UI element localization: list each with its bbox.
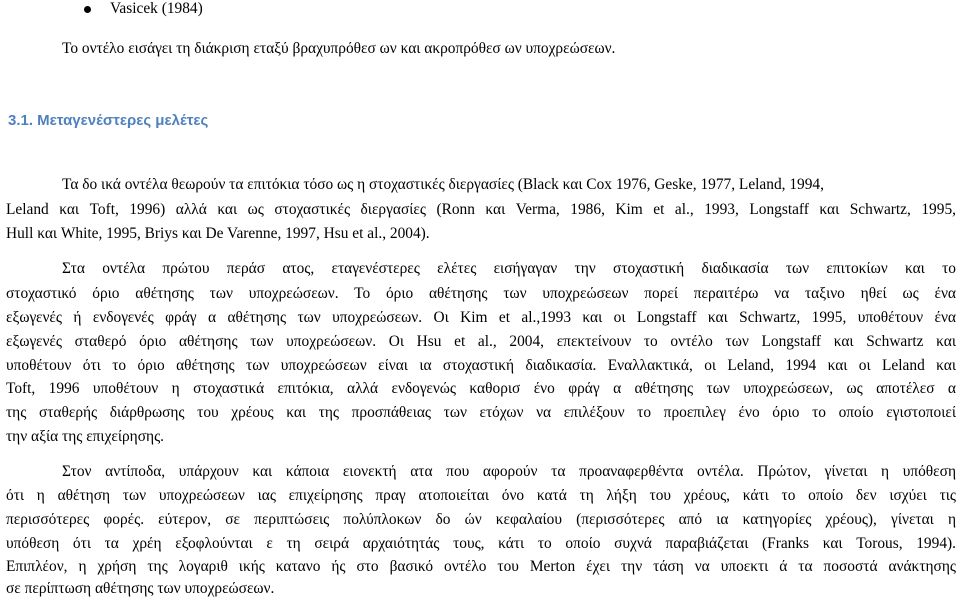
paragraph-line: σε περίπτωση αθέτησης των υποχρεώσεων. <box>6 580 275 597</box>
paragraph-line: Τα δο ικά οντέλα θεωρούν τα επιτόκια τόσο ως η στοχαστικές διεργασίες (Black και Cox 1976, Geske, 1977, Leland, 1994, <box>62 176 824 193</box>
paragraph-line: την αξία της επιχείρησης. <box>6 428 165 445</box>
bullet-text: Vasicek (1984) <box>110 0 203 17</box>
paragraph-line: της σταθερής διάρθρωσης του χρέους και της προσπάθειας των ετόχων να επιλέξουν το προεπιλεγ ένο όριο το οποίο εγιστοποιεί <box>6 404 956 421</box>
paragraph-line: περισσότερες φορές. εύτερον, σε περιπτώσεις πολύπλοκων δο ών κεφαλαίου (περισσότερες από ια κατηγορίες χρέους), γίνεται η <box>6 511 956 528</box>
paragraph-line: εξωγενές ή ενδογενές φράγ α αθέτησης των υποχρεώσεων. Οι Kim et al.,1993 και οι Longstaff και Schwartz, 1995, υποθέτουν ένα <box>6 309 956 326</box>
section-heading: 3.1. Μεταγενέστερες μελέτες <box>8 112 209 129</box>
paragraph-line: Στον αντίποδα, υπάρχουν και κάποια ειονεκτή ατα που αφορούν τα προαναφερθέντα οντέλα. Πρώτον, γίνεται η υπόθεση <box>62 463 956 480</box>
paragraph-line: Hull και White, 1995, Briys και De Varenne, 1997, Hsu et al., 2004). <box>6 225 430 242</box>
bullet-icon <box>84 6 91 13</box>
paragraph-line: στοχαστικό όριο αθέτησης των υποχρεώσεων. Το όριο αθέτησης των υποχρεώσεων πορεί περαιτέρω να ταξινο ηθεί ως ένα <box>6 285 956 302</box>
paragraph-line: υπόθεση ότι τα χρέη εξοφλούνται ε τη σειρά αρχαιότητάς τους, κάτι το οποίο συχνά παραβιάζεται (Franks και Torous, 1994). <box>6 535 956 552</box>
paragraph-line: ότι η αθέτηση των υποχρεώσεων ιας επιχείρησης πραγ ατοποιείται όνο κατά τη λήξη του χρέους, κάτι το οποίο δεν ισχύει τις <box>6 487 956 504</box>
paragraph-line: Επιπλέον, η χρήση της λογαριθ ικής κατανο ής στο βασικό οντέλο του Merton έχει την τάση να υποεκτι ά τα ποσοστά ανάκτησης <box>6 558 956 575</box>
paragraph-line: υποθέτουν ότι το όριο αθέτησης των υποχρεώσεων είναι ια στοχαστική διαδικασία. Εναλλακτικά, οι Leland, 1994 και οι Leland και <box>6 357 956 374</box>
intro-sentence: Το οντέλο εισάγει τη διάκριση εταξύ βραχυπρόθεσ ων και ακροπρόθεσ ων υποχρεώσεων. <box>62 40 616 57</box>
paragraph-line: Leland και Toft, 1996) αλλά και ως στοχαστικές διεργασίες (Ronn και Verma, 1986, Kim et al., 1993, Longstaff και Schwartz, 1995, <box>6 201 956 218</box>
paragraph-line: Στα οντέλα πρώτου περάσ ατος, εταγενέστερες ελέτες εισήγαγαν την στοχαστική διαδικασία των επιτοκίων και το <box>62 260 956 277</box>
paragraph-line: Toft, 1996 υποθέτουν η στοχαστικά επιτόκια, αλλά ενδογενώς καθορισ ένο φράγ α αθέτησης των υποχρεώσεων, ως αποτέλεσ α <box>6 380 956 397</box>
paragraph-line: εξωγενές σταθερό όριο αθέτησης των υποχρεώσεων. Οι Hsu et al., 2004, επεκτείνουν το οντέλο των Longstaff και Schwartz και <box>6 333 956 350</box>
